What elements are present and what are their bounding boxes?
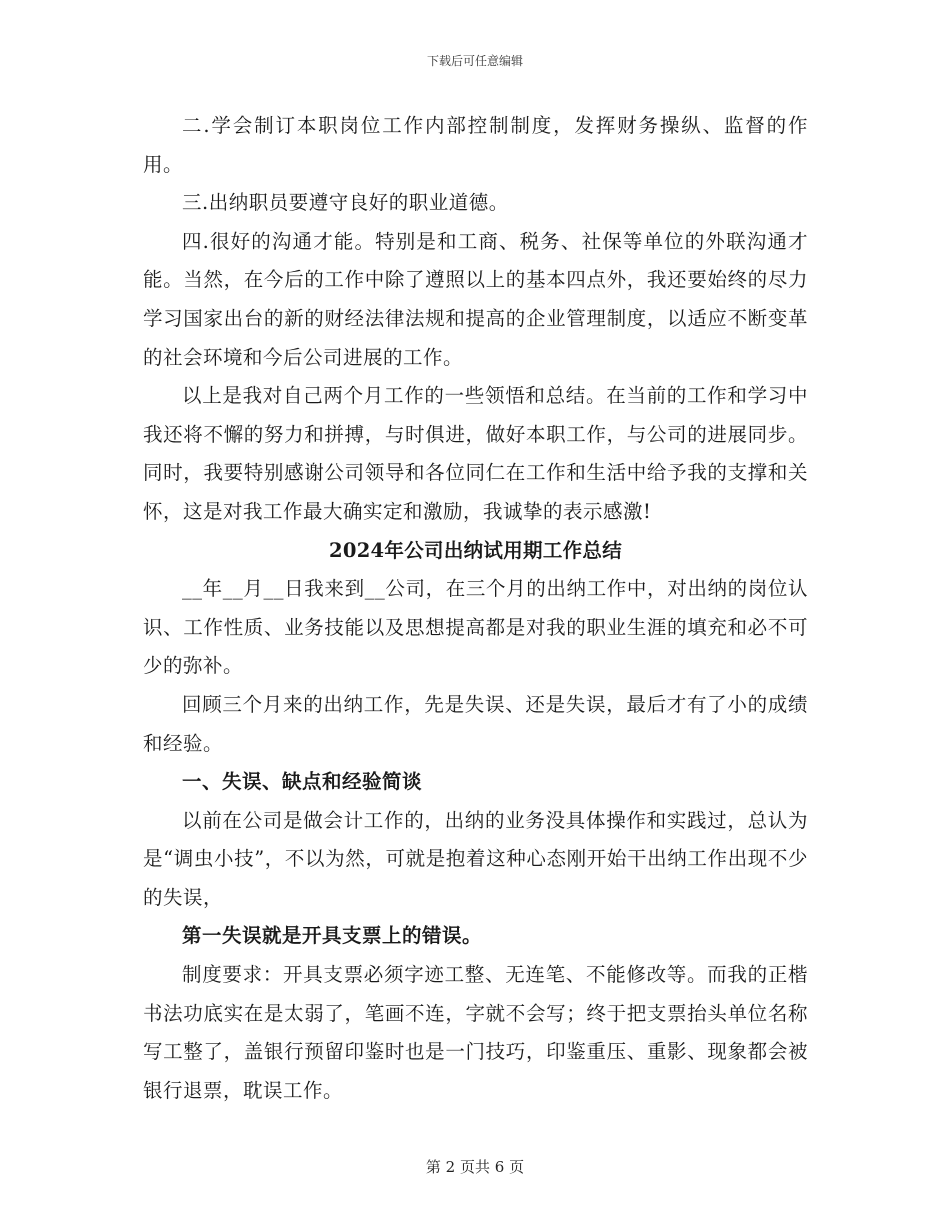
paragraph: 以上是我对自己两个月工作的一些领悟和总结。在当前的工作和学习中我还将不懈的努力和拼搏，与时俱进，做好本职工作，与公司的进展同步。同时，我要特别感谢公司领导和各位同仁在工作和生活中给予我的支撑和关怀，这是对我工作最大确实定和激励，我诚挚的表示感激! <box>143 384 808 523</box>
document-title: 2024年公司出纳试用期工作总结 <box>328 538 623 562</box>
paragraph: 回顾三个月来的出纳工作，先是失误、还是失误，最后才有了小的成绩和经验。 <box>143 692 808 755</box>
paragraph: 三.出纳职员要遵守良好的职业道德。 <box>182 191 509 215</box>
subsection-heading: 第一失误就是开具支票上的错误。 <box>182 924 483 948</box>
paragraph: __年__月__日我来到__公司，在三个月的出纳工作中，对出纳的岗位认识、工作性质、业务技能以及思想提高都是对我的职业生涯的填充和必不可少的弥补。 <box>143 577 808 678</box>
paragraph: 以前在公司是做会计工作的，出纳的业务没具体操作和实践过，总认为是“调虫小技”，不以为然，可就是抱着这种心态刚开始干出纳工作出现不少的失误， <box>143 808 808 909</box>
page-header: 下载后可任意编辑 <box>426 54 523 68</box>
page-footer: 第 2 页共 6 页 <box>425 1158 525 1176</box>
section-heading: 一、失误、缺点和经验简谈 <box>182 770 423 794</box>
document-body <box>143 107 808 1110</box>
paragraph: 二.学会制订本职岗位工作内部控制制度，发挥财务操纵、监督的作用。 <box>143 114 808 176</box>
paragraph: 制度要求：开具支票必须字迹工整、无连笔、不能修改等。而我的正楷书法功底实在是太弱了，笔画不连，字就不会写；终于把支票抬头单位名称写工整了，盖银行预留印鉴时也是一门技巧，印鉴重压、重影、现象都会被银行退票，耽误工作。 <box>143 963 808 1102</box>
paragraph: 四.很好的沟通才能。特别是和工商、税务、社保等单位的外联沟通才能。当然，在今后的工作中除了遵照以上的基本四点外，我还要始终的尽力学习国家出台的新的财经法律法规和提高的企业管理制度，以适应不断变革的社会环境和今后公司进展的工作。 <box>143 229 808 369</box>
